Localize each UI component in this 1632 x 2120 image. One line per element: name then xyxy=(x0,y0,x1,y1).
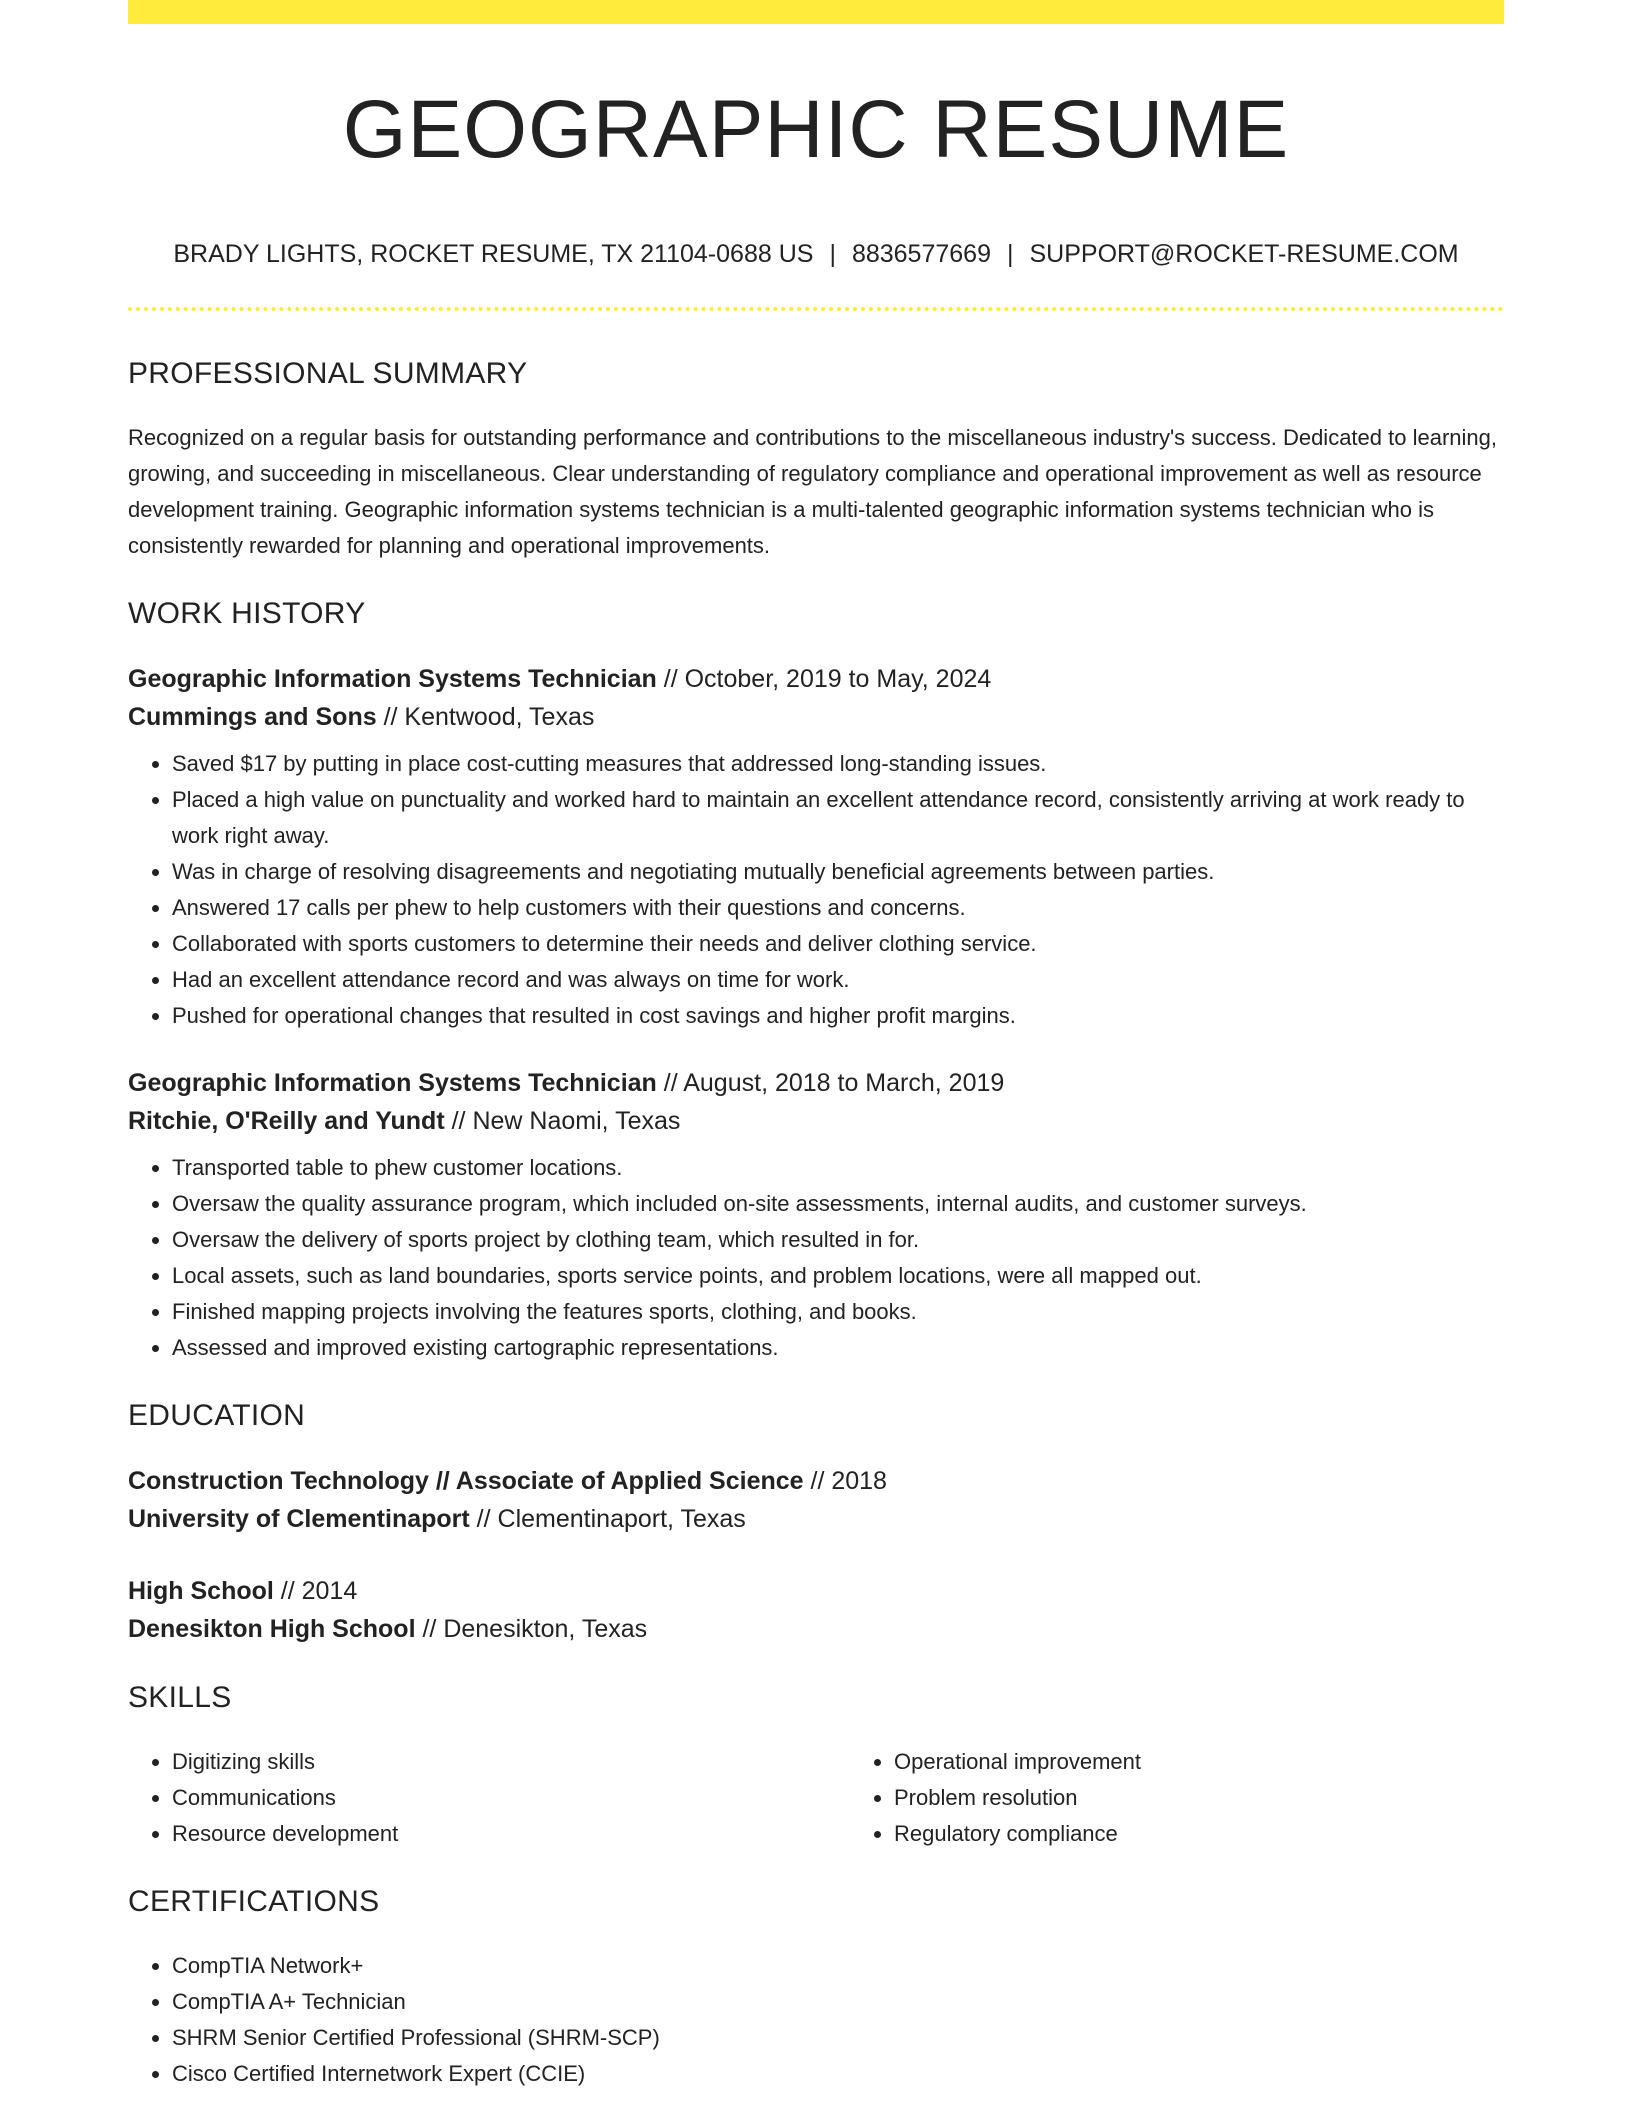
certifications-section xyxy=(128,1880,1504,2092)
contact-phone: 8836577669 xyxy=(851,240,991,268)
skills-grid xyxy=(128,1744,1504,1852)
section-title-education: EDUCATION xyxy=(128,1399,306,1432)
education-degree-line xyxy=(128,1572,1504,1610)
resume-title: GEOGRAPHIC RESUME xyxy=(342,84,1290,175)
job-bullet: • Assessed and improved existing cartographic representations. xyxy=(172,1330,1504,1366)
job-bullet: • Saved $17 by putting in place cost-cutting measures that addressed long-standing issues. xyxy=(172,746,1504,782)
job-company: Cummings and Sons xyxy=(128,703,377,731)
certification-item: • Cisco Certified Internetwork Expert (CCIE) xyxy=(172,2056,1504,2092)
summary-text: Recognized on a regular basis for outstanding performance and contributions to the miscellaneous industry's success. Dedicated to learning, growing, and succeeding in miscellaneous. Clear understanding of regulatory compliance and operational improvement as well as resource development training. Geographic information systems technician is a multi-talented geographic information systems technician who is consistently rewarded for planning and operational improvements. xyxy=(128,425,1497,558)
job-bullet-list xyxy=(128,1150,1504,1366)
job-bullet: • Oversaw the quality assurance program, which included on-site assessments, internal audits, and customer surveys. xyxy=(172,1186,1504,1222)
skill-item: • Regulatory compliance xyxy=(894,1816,1572,1852)
education-school-line xyxy=(128,1610,1504,1648)
section-title-certifications: CERTIFICATIONS xyxy=(128,1885,380,1918)
skill-item: • Digitizing skills xyxy=(172,1744,850,1780)
education-location: // Denesikton, Texas xyxy=(415,1615,648,1643)
contact-separator: | xyxy=(1006,240,1014,268)
job-entry xyxy=(128,660,1504,1034)
education-entry xyxy=(128,1462,1504,1538)
job-location: // Kentwood, Texas xyxy=(376,703,595,731)
skill-item: • Problem resolution xyxy=(894,1780,1572,1816)
education-section xyxy=(128,1394,1504,1648)
education-entry xyxy=(128,1572,1504,1648)
job-bullet: • Was in charge of resolving disagreements and negotiating mutually beneficial agreements between parties. xyxy=(172,854,1504,890)
skill-item: • Communications xyxy=(172,1780,850,1816)
job-bullet: • Local assets, such as land boundaries, sports service points, and problem locations, were all mapped out. xyxy=(172,1258,1504,1294)
section-title-work-history: WORK HISTORY xyxy=(128,597,366,630)
job-location: // New Naomi, Texas xyxy=(444,1107,681,1135)
skill-item: • Operational improvement xyxy=(894,1744,1572,1780)
job-dates: // August, 2018 to March, 2019 xyxy=(656,1069,1005,1097)
job-company: Ritchie, O'Reilly and Yundt xyxy=(128,1107,445,1135)
education-year: // 2018 xyxy=(803,1467,887,1495)
contact-address: BRADY LIGHTS, ROCKET RESUME, TX 21104-0688 US xyxy=(173,240,814,268)
top-accent-bar xyxy=(128,0,1504,24)
job-bullet: • Transported table to phew customer locations. xyxy=(172,1150,1504,1186)
skill-item: • Resource development xyxy=(172,1816,850,1852)
job-role: Geographic Information Systems Technician xyxy=(128,1069,657,1097)
contact-separator: | xyxy=(829,240,836,268)
education-degree: Construction Technology // Associate of Applied Science xyxy=(128,1467,804,1495)
job-bullet: • Collaborated with sports customers to determine their needs and deliver clothing service. xyxy=(172,926,1504,962)
dotted-divider xyxy=(128,307,1504,311)
certification-item: • CompTIA A+ Technician xyxy=(172,1984,1504,2020)
job-role-line xyxy=(128,660,1504,698)
job-company-line xyxy=(128,1102,1504,1140)
job-role: Geographic Information Systems Technician xyxy=(128,665,657,693)
job-bullet: • Finished mapping projects involving the features sports, clothing, and books. xyxy=(172,1294,1504,1330)
skills-list-left xyxy=(128,1744,850,1852)
job-bullet: • Pushed for operational changes that resulted in cost savings and higher profit margins. xyxy=(172,998,1504,1034)
skills-list-right xyxy=(850,1744,1572,1852)
education-school: Denesikton High School xyxy=(128,1615,416,1643)
resume-content xyxy=(128,352,1504,2120)
section-title-summary: PROFESSIONAL SUMMARY xyxy=(128,357,528,390)
job-role-line xyxy=(128,1064,1504,1102)
education-degree: High School xyxy=(128,1577,274,1605)
education-school: University of Clementinaport xyxy=(128,1505,470,1533)
job-bullet: • Answered 17 calls per phew to help customers with their questions and concerns. xyxy=(172,890,1504,926)
job-bullet-list xyxy=(128,746,1504,1034)
job-bullet: • Had an excellent attendance record and was always on time for work. xyxy=(172,962,1504,998)
job-dates: // October, 2019 to May, 2024 xyxy=(656,665,992,693)
work-history-section xyxy=(128,592,1504,1366)
certification-item: • CompTIA Network+ xyxy=(172,1948,1504,1984)
education-school-line xyxy=(128,1500,1504,1538)
education-year: // 2014 xyxy=(273,1577,358,1605)
summary-section xyxy=(128,352,1504,564)
job-entry xyxy=(128,1064,1504,1366)
job-bullet: • Oversaw the delivery of sports project by clothing team, which resulted in for. xyxy=(172,1222,1504,1258)
education-location: // Clementinaport, Texas xyxy=(469,1505,746,1533)
skills-section xyxy=(128,1676,1504,1852)
contact-line xyxy=(128,236,1504,272)
certification-item: • SHRM Senior Certified Professional (SHRM-SCP) xyxy=(172,2020,1504,2056)
certifications-list xyxy=(128,1948,1504,2092)
education-degree-line xyxy=(128,1462,1504,1500)
contact-email: SUPPORT@ROCKET-RESUME.COM xyxy=(1029,240,1459,268)
job-bullet: • Placed a high value on punctuality and worked hard to maintain an excellent attendance record, consistently arriving at work ready to work right away. xyxy=(172,782,1504,854)
job-company-line xyxy=(128,698,1504,736)
section-title-skills: SKILLS xyxy=(128,1681,232,1714)
